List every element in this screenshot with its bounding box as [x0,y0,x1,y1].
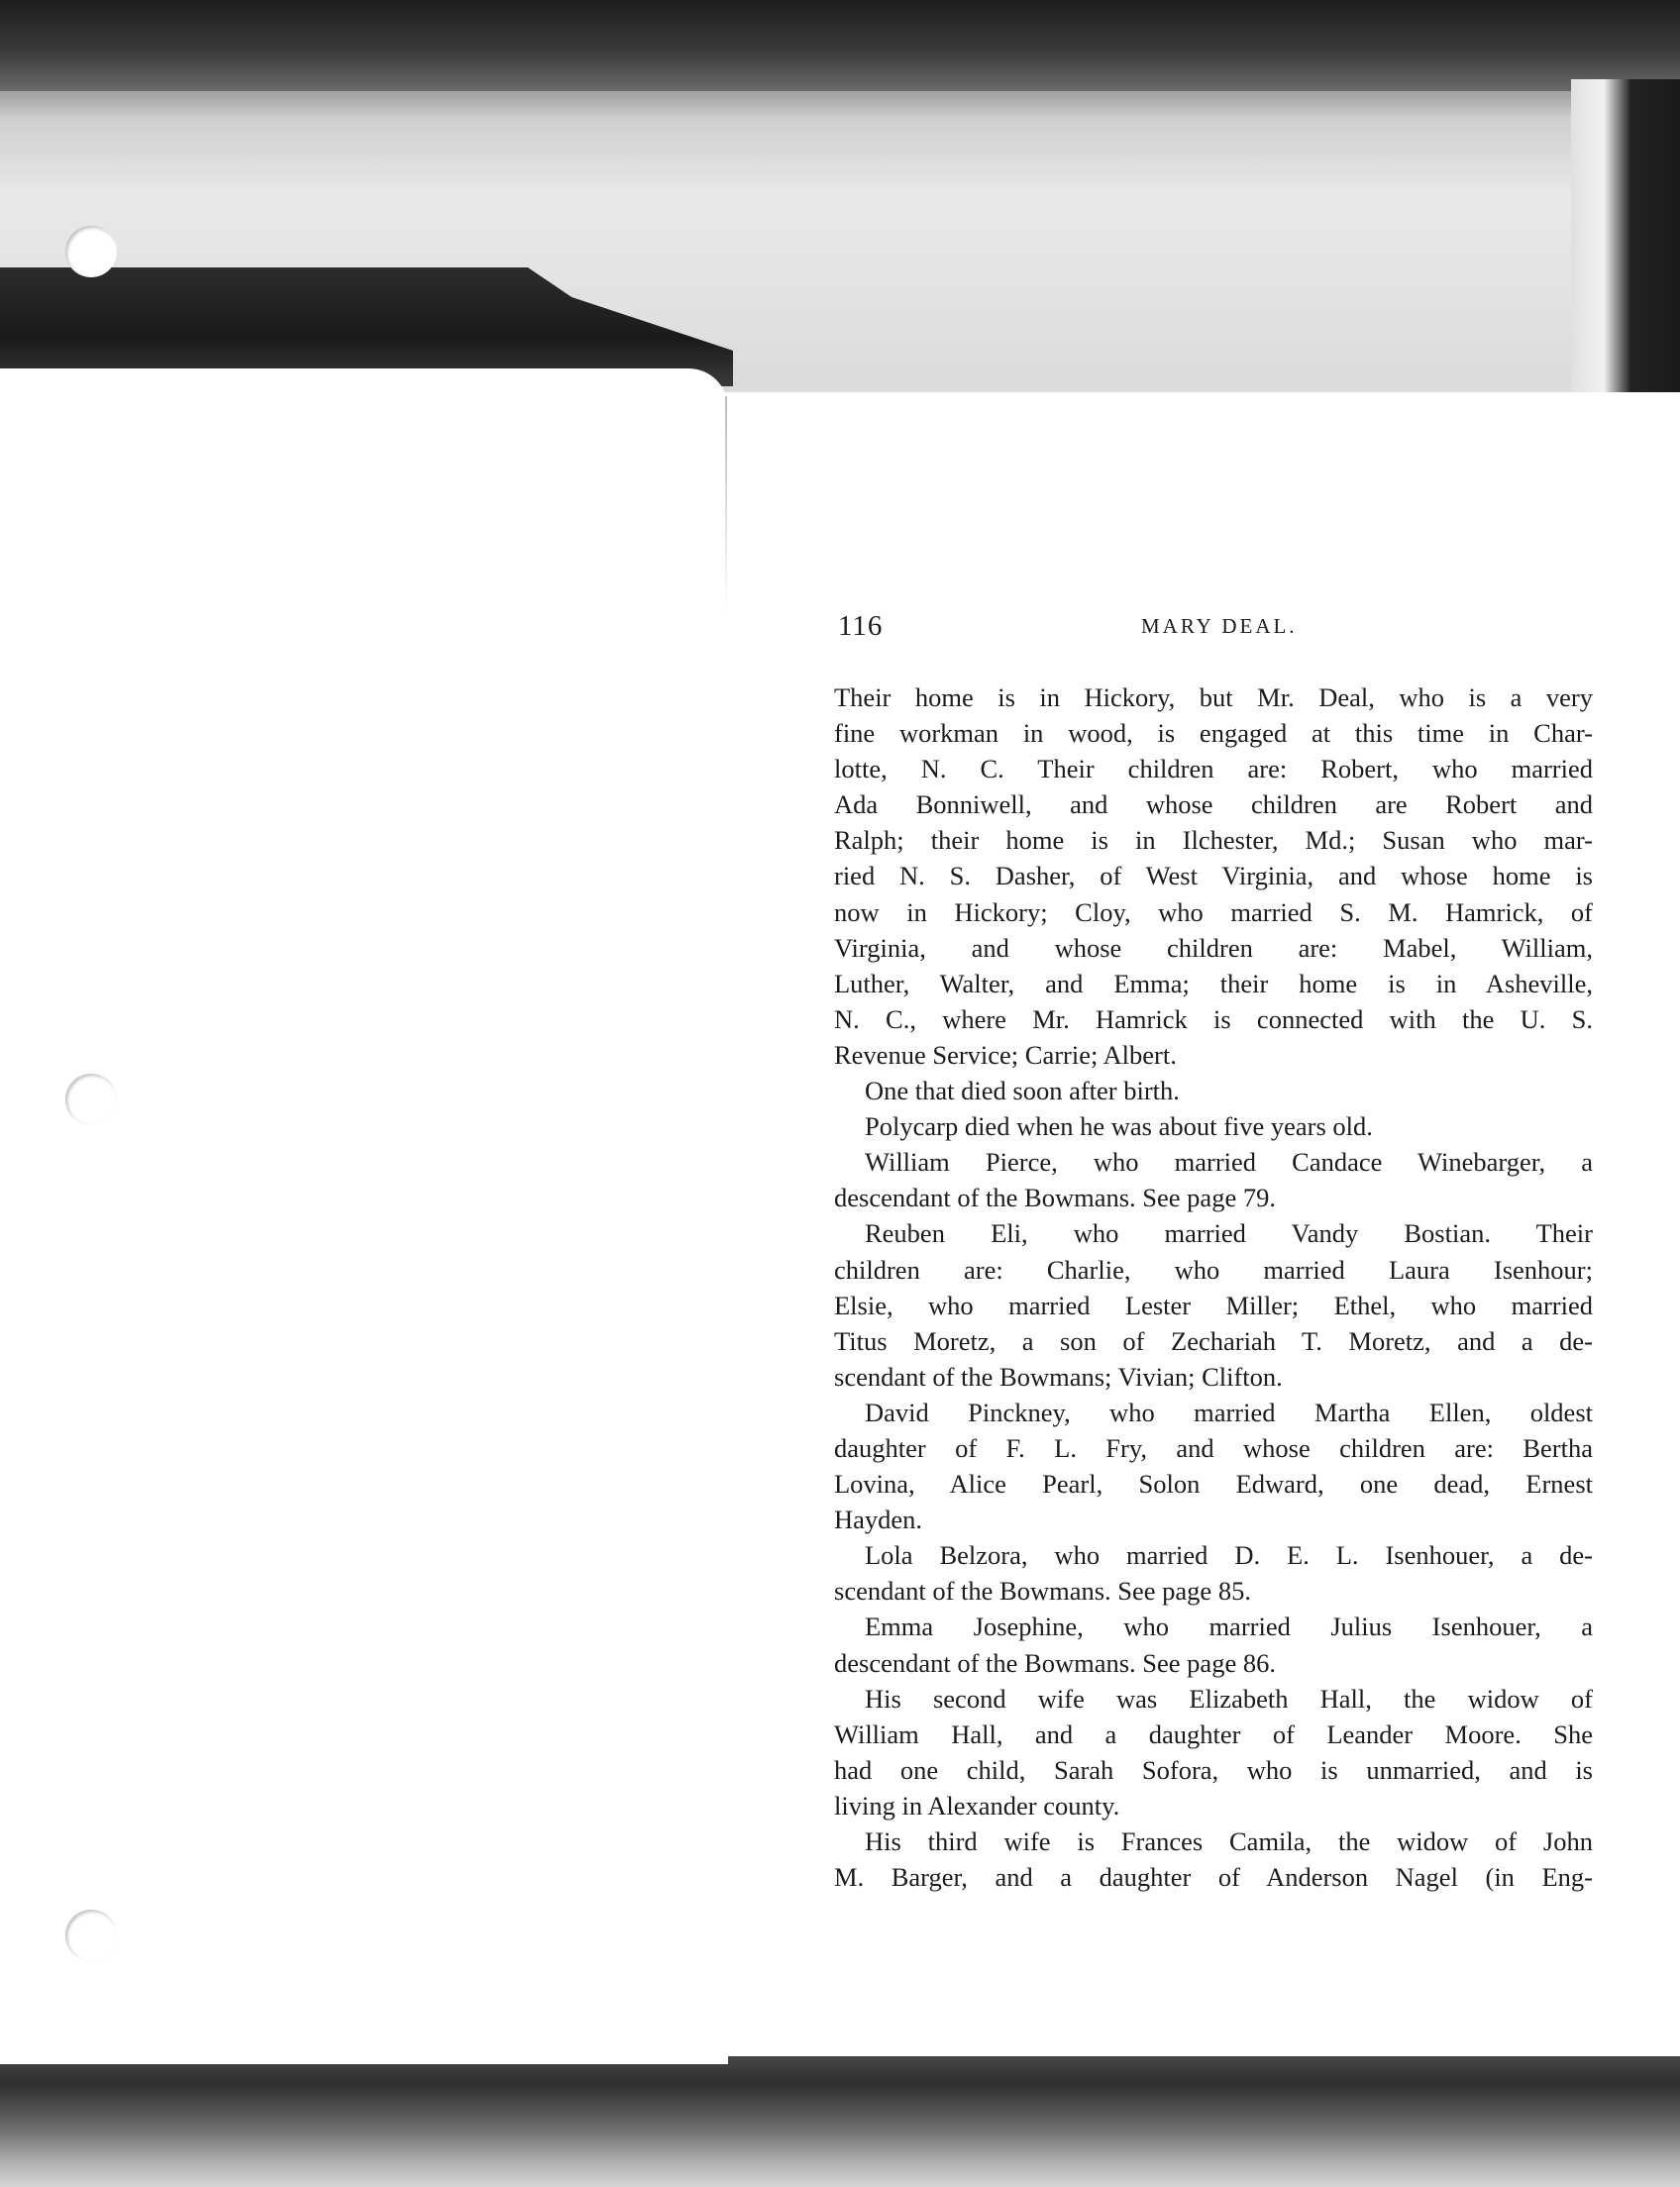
text-line: living in Alexander county. [834,1790,1120,1821]
text-line: Ada Bonniwell, and whose children are Robert and [834,789,1593,820]
book-gutter [725,396,727,614]
paragraph-start: Lola Belzora, who married D. E. L. Isenhouer, a de- [865,1540,1593,1571]
text-line: descendant of the Bowmans. See page 79. [834,1183,1276,1213]
paragraph-start: His second wife was Elizabeth Hall, the widow of [865,1683,1593,1714]
text-line: William Hall, and a daughter of Leander Moore. She [834,1718,1593,1749]
text-line: Luther, Walter, and Emma; their home is in Asheville, [834,968,1593,998]
text-line: scendant of the Bowmans. See page 85. [834,1576,1251,1607]
text-line: Elsie, who married Lester Miller; Ethel, who married [834,1290,1593,1320]
text-line: Titus Moretz, a son of Zechariah T. Moretz, and a de- [834,1325,1593,1356]
text-line: M. Barger, and a daughter of Anderson Nagel (in Eng- [834,1862,1593,1893]
paragraph-start: David Pinckney, who married Martha Ellen, oldest [865,1397,1593,1427]
page-number: 116 [838,610,884,642]
text-line: ried N. S. Dasher, of West Virginia, and whose home is [834,861,1593,891]
paragraph-start: Emma Josephine, who married Julius Isenhouer, a [865,1612,1593,1642]
paragraph-start: His third wife is Frances Camila, the widow of John [865,1826,1593,1856]
text-line: Hayden. [834,1505,923,1535]
running-title: MARY DEAL. [1141,614,1298,638]
text-line: lotte, N. C. Their children are: Robert, who married [834,754,1593,784]
paragraph-start: William Pierce, who married Candace Winebarger, a [865,1147,1593,1178]
text-line: Their home is in Hickory, but Mr. Deal, who is a very [834,682,1593,712]
page-header [838,610,1571,650]
text-line: Revenue Service; Carrie; Albert. [834,1039,1177,1070]
text-line: scendant of the Bowmans; Vivian; Clifton. [834,1361,1283,1392]
left-page-blank [0,368,728,2064]
text-line: Virginia, and whose children are: Mabel, William, [834,932,1593,963]
scan-right-edge [1571,79,1680,406]
binder-hole-middle [65,1074,117,1125]
text-line: children are: Charlie, who married Laura Isenhour; [834,1254,1593,1285]
binder-hole-bottom [65,1910,117,1961]
paragraph-start: One that died soon after birth. [865,1076,1180,1106]
body-text [834,679,1593,1895]
binder-hole-top [65,226,117,277]
text-line: descendant of the Bowmans. See page 86. [834,1647,1276,1678]
paragraph-start: Reuben Eli, who married Vandy Bostian. Their [865,1218,1593,1249]
text-line: N. C., where Mr. Hamrick is connected with the U. S. [834,1003,1593,1034]
scan-dark-band-top [0,0,1680,91]
text-line: daughter of F. L. Fry, and whose children are: Bertha [834,1432,1593,1463]
paragraph-start: Polycarp died when he was about five years old. [865,1111,1373,1142]
text-line: now in Hickory; Cloy, who married S. M. Hamrick, of [834,896,1593,927]
text-line: Lovina, Alice Pearl, Solon Edward, one dead, Ernest [834,1469,1593,1500]
text-line: had one child, Sarah Sofora, who is unmarried, and is [834,1754,1593,1785]
text-line: fine workman in wood, is engaged at this time in Char- [834,718,1593,749]
text-line: Ralph; their home is in Ilchester, Md.; Susan who mar- [834,825,1593,856]
